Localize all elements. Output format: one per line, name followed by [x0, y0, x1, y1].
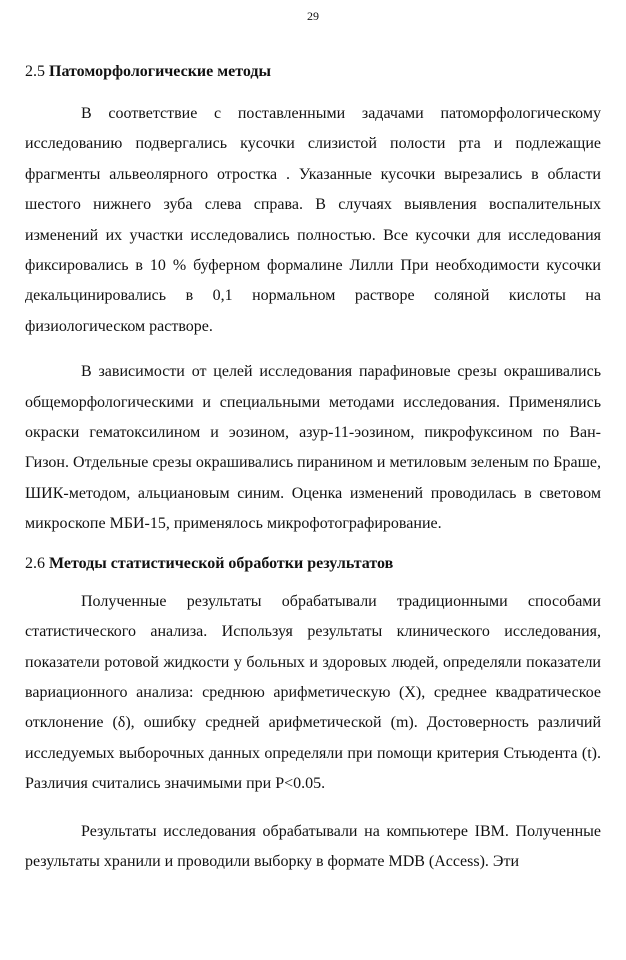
document-body [25, 55, 601, 877]
paragraph: Результаты исследования обрабатывали на компьютере IBM. Полученные результаты хранили и проводили выборку в формате MDB (Access). Эти [25, 822, 601, 870]
paragraph: Полученные результаты обрабатывали традиционными способами статистического анализа. Используя результаты клинического исследования, показатели ротовой жидкости у больных и здоровых людей, определяли показатели вариационного анализа: среднюю арифметическую (X), среднее квадратическое отклонение (δ), ошибку средней арифметической (m). Достоверность различий исследуемых выборочных данных определяли при помощи критерия Стьюдента (t). Различия считались значимыми при P<0.05. [25, 592, 601, 793]
section-heading [25, 551, 601, 577]
section-heading [25, 59, 601, 85]
section-number: 2.5 [25, 63, 45, 80]
section-number: 2.6 [25, 554, 45, 572]
section-title: Патоморфологические методы [49, 63, 272, 80]
paragraph: В соответствие с поставленными задачами патоморфологическому исследованию подвергались кусочки слизистой полости рта и подлежащие фрагменты альвеолярного отростка . Указанные кусочки вырезались в области шестого нижнего зуба слева справа. В случаях выявления воспалительных изменений их участки исследовались полностью. Все кусочки для исследования фиксировались в 10 % буферном формалине Лилли При необходимости кусочки декальцинировались в 0,1 нормальном растворе соляной кислоты на физиологическом растворе. [25, 105, 601, 335]
page-number: 29 [307, 9, 319, 23]
paragraph: В зависимости от целей исследования парафиновые срезы окрашивались общеморфологическими и специальными методами исследования. Применялись окраски гематоксилином и эозином, азур-11-эозином, пикрофуксином по Ван-Гизон. Отдельные срезы окрашивались пиранином и метиловым зеленым по Браше, ШИК-методом, альциановым синим. Оценка изменений проводилась в световом микроскопе МБИ-15, применялось микрофотографирование. [25, 363, 601, 533]
section-title: Методы статистической обработки результатов [49, 554, 394, 572]
